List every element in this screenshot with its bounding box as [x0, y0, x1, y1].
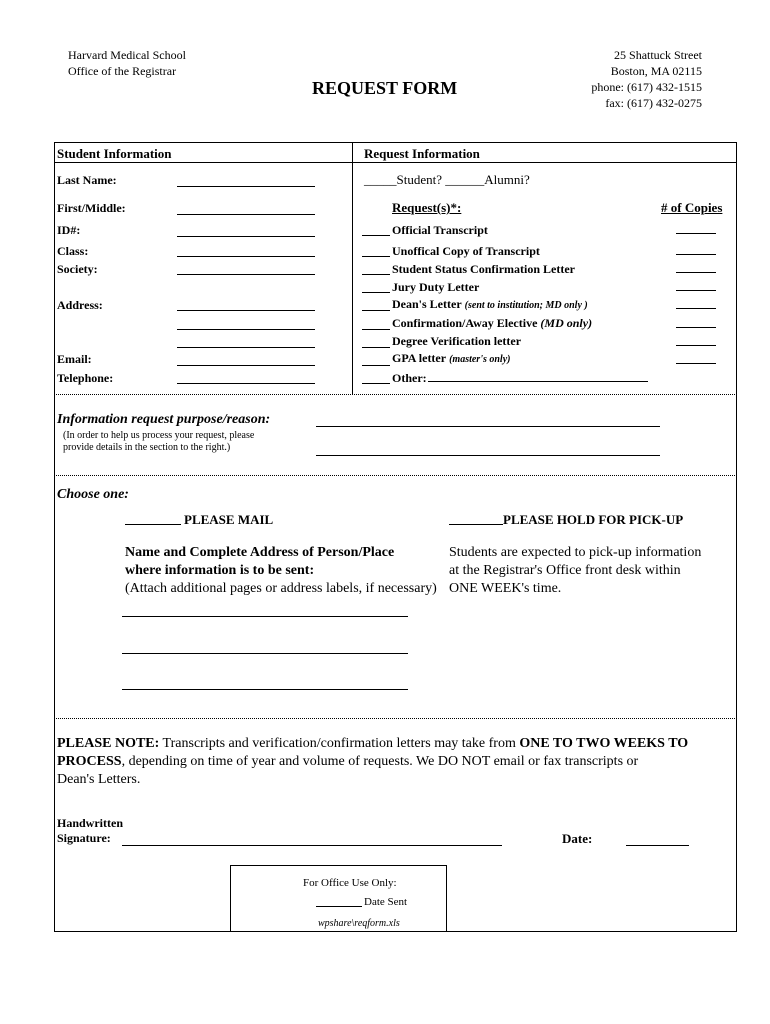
request-checkline[interactable] [362, 256, 390, 257]
request-item [392, 315, 592, 331]
request-item: Jury Duty Letter [392, 280, 480, 294]
request-item-label: GPA letter [392, 351, 447, 365]
class-field[interactable] [177, 256, 315, 257]
copies-field[interactable] [676, 327, 716, 328]
mail-desc-1: Name and Complete Address of Person/Place [125, 545, 395, 560]
copies-field[interactable] [676, 233, 716, 234]
purpose-help-1: (In order to help us process your request, please [63, 430, 255, 441]
copies-field[interactable] [676, 272, 716, 273]
request-item: Degree Verification letter [392, 334, 522, 348]
fax: fax: (617) 432-0275 [605, 96, 702, 110]
please-note-line-3: Dean's Letters. [57, 772, 141, 787]
org-name: Harvard Medical School [68, 48, 186, 62]
please-note-bold-2: PROCESS [57, 754, 122, 769]
date-field[interactable] [626, 845, 689, 846]
request-item-note: (master's only) [449, 354, 511, 365]
request-item [392, 350, 510, 368]
phone: phone: (617) 432-1515 [591, 80, 702, 94]
mail-desc-3: (Attach additional pages or address labels, if necessary) [125, 581, 437, 596]
pickup-option-label: PLEASE HOLD FOR PICK-UP [503, 512, 684, 527]
class-label: Class: [57, 244, 89, 258]
request-checkline[interactable] [362, 347, 390, 348]
mail-checkline[interactable] [125, 524, 181, 525]
request-checkline[interactable] [362, 310, 390, 311]
purpose-field-1[interactable] [316, 426, 660, 427]
mail-desc-2: where information is to be sent: [125, 563, 315, 578]
student-alumni-line[interactable]: _____Student? ______Alumni? [364, 172, 530, 187]
society-field[interactable] [177, 274, 315, 275]
date-sent-field[interactable] [316, 906, 362, 907]
please-note [57, 735, 727, 753]
please-note-bold-1: ONE TO TWO WEEKS TO [519, 736, 689, 751]
mail-address-field-2[interactable] [122, 653, 408, 654]
file-path: wpshare\reqform.xls [318, 918, 400, 929]
request-checkline[interactable] [362, 365, 390, 366]
request-checkline[interactable] [362, 292, 390, 293]
please-note-line-2 [57, 753, 737, 771]
copies-field[interactable] [676, 254, 716, 255]
please-note-text-1: Transcripts and verification/confirmation letters may take from [159, 736, 520, 751]
page-title: REQUEST FORM [312, 78, 458, 98]
request-info-heading: Request Information [364, 146, 480, 161]
purpose-heading: Information request purpose/reason: [57, 412, 271, 427]
date-label: Date: [562, 831, 593, 846]
handwritten-label: Handwritten [57, 816, 123, 830]
request-item-label: Dean's Letter [392, 297, 462, 311]
address-line1: 25 Shattuck Street [614, 48, 702, 62]
choose-heading: Choose one: [57, 487, 129, 502]
other-field[interactable] [428, 381, 648, 382]
id-field[interactable] [177, 236, 315, 237]
mail-address-field-1[interactable] [122, 616, 408, 617]
last-name-field[interactable] [177, 186, 315, 187]
request-checkline[interactable] [362, 235, 390, 236]
date-sent-label: Date Sent [364, 896, 408, 908]
pickup-desc-1: Students are expected to pick-up information [449, 545, 702, 560]
header-row-divider [54, 162, 737, 163]
please-note-text-2: , depending on time of year and volume of requests. We DO NOT email or fax transcripts or [121, 754, 639, 769]
request-item-note: (sent to institution; MD only ) [464, 300, 588, 311]
id-label: ID#: [57, 223, 81, 237]
first-middle-label: First/Middle: [57, 201, 126, 215]
last-name-label: Last Name: [57, 173, 117, 187]
request-item: Student Status Confirmation Letter [392, 262, 575, 276]
request-item: Other: [392, 371, 427, 385]
please-note-label: PLEASE NOTE: [57, 736, 160, 751]
request-checkline[interactable] [362, 383, 390, 384]
telephone-field[interactable] [177, 383, 315, 384]
signature-field[interactable] [122, 845, 502, 846]
column-divider [352, 142, 353, 394]
first-middle-field[interactable] [177, 214, 315, 215]
request-checkline[interactable] [362, 274, 390, 275]
purpose-field-2[interactable] [316, 455, 660, 456]
address-label: Address: [57, 298, 103, 312]
society-label: Society: [57, 262, 98, 276]
purpose-help-2: provide details in the section to the right.) [63, 442, 231, 453]
email-field[interactable] [177, 365, 315, 366]
address-field-2[interactable] [177, 329, 315, 330]
pickup-desc-2: at the Registrar's Office front desk within [449, 563, 681, 578]
section-divider [54, 718, 737, 719]
request-item-note: (MD only) [540, 316, 593, 330]
pickup-desc-3: ONE WEEK's time. [449, 581, 562, 596]
copies-header: # of Copies [661, 200, 723, 215]
copies-field[interactable] [676, 345, 716, 346]
address-field-1[interactable] [177, 310, 315, 311]
section-divider [54, 394, 737, 395]
copies-field[interactable] [676, 308, 716, 309]
email-label: Email: [57, 352, 92, 366]
pickup-checkline[interactable] [449, 524, 503, 525]
mail-address-field-3[interactable] [122, 689, 408, 690]
signature-label: Signature: [57, 831, 111, 845]
office-name: Office of the Registrar [68, 64, 177, 78]
copies-field[interactable] [676, 363, 716, 364]
request-item: Official Transcript [392, 223, 488, 237]
office-use-heading: For Office Use Only: [303, 877, 397, 889]
section-divider [54, 475, 737, 476]
telephone-label: Telephone: [57, 371, 114, 385]
address-line2: Boston, MA 02115 [610, 64, 702, 78]
student-info-heading: Student Information [57, 146, 172, 161]
mail-option-label: PLEASE MAIL [184, 512, 274, 527]
address-field-3[interactable] [177, 347, 315, 348]
copies-field[interactable] [676, 290, 716, 291]
requests-header: Request(s)*: [392, 200, 462, 215]
request-item [392, 296, 588, 314]
request-item: Unoffical Copy of Transcript [392, 244, 540, 258]
request-item-label: Confirmation/Away Elective [392, 316, 538, 330]
request-checkline[interactable] [362, 329, 390, 330]
